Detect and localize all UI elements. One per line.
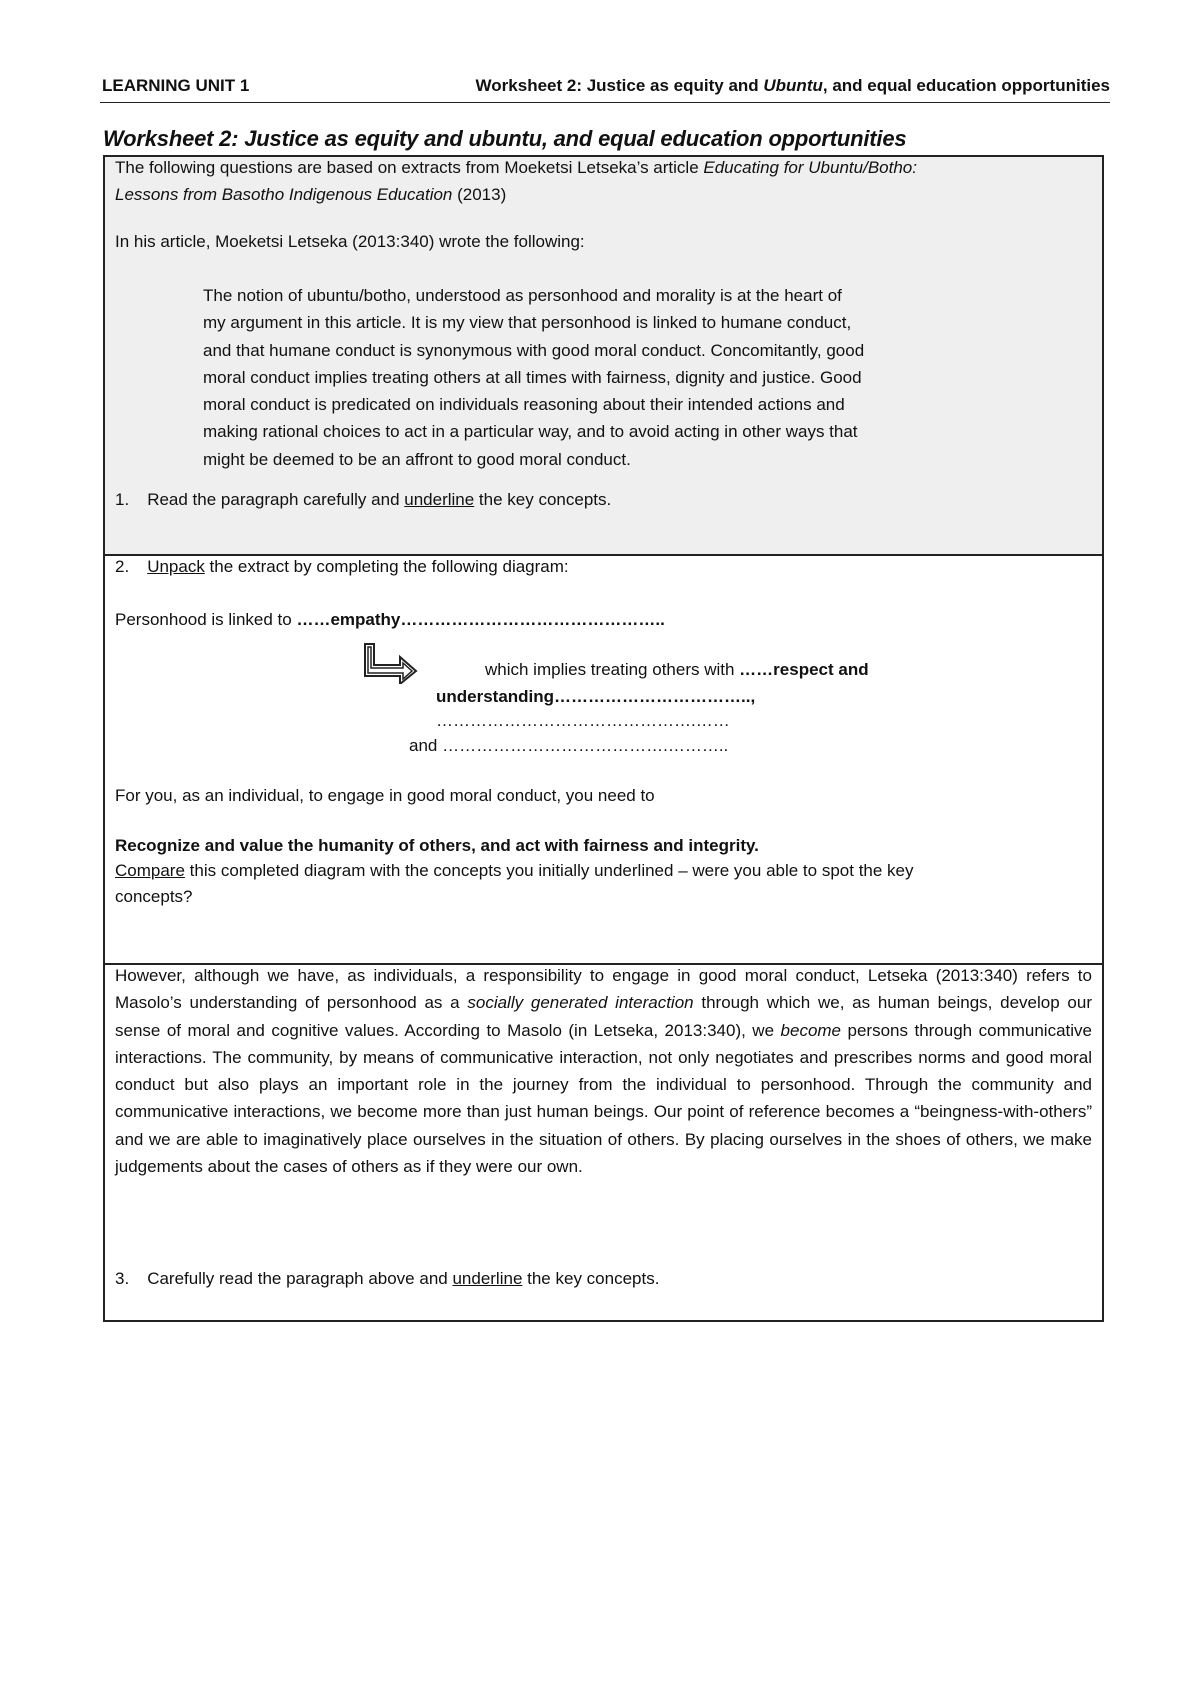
quote-line: making rational choices to act in a particular way, and to avoid acting in other ways that — [203, 422, 858, 442]
quote-line: might be deemed to be an affront to good moral conduct. — [203, 449, 631, 469]
question-number: 3. — [115, 1269, 130, 1288]
question-number: 1. — [115, 490, 130, 509]
question-3: 3. Carefully read the paragraph above and underline the key concepts. — [115, 1269, 660, 1288]
quote-line: The notion of ubuntu/botho, understood as personhood and morality is at the heart of — [203, 286, 842, 305]
question-number: 2. — [115, 557, 130, 576]
question-2: 2. Unpack the extract by completing the following diagram: — [115, 557, 569, 576]
header-title: Worksheet 2: Justice as equity and Ubuntu, and equal education opportunities — [475, 76, 1110, 95]
learning-unit-label: LEARNING UNIT 1 — [102, 76, 250, 95]
bent-arrow-icon — [363, 642, 419, 684]
implies-line: which implies treating others with ……respect and — [485, 660, 869, 679]
letseka-quote — [203, 282, 1008, 473]
quote-line: and that humane conduct is synonymous with good moral conduct. Concomitantly, good — [203, 340, 865, 360]
section-2-box — [103, 554, 1104, 965]
page-header — [100, 68, 1110, 103]
quote-line: moral conduct implies treating others at all times with fairness, dignity and justice. Good — [203, 367, 862, 387]
moral-conduct-answer: Recognize and value the humanity of others, and act with fairness and integrity. — [115, 836, 759, 855]
understanding-answer: understanding…………………………….., — [436, 687, 756, 706]
intro-line-1: The following questions are based on extracts from Moeketsi Letseka’s article Educating for Ubuntu/Botho: — [115, 158, 917, 177]
personhood-line: Personhood is linked to ……empathy……………………………………….. — [115, 610, 665, 629]
quote-line: my argument in this article. It is my view that personhood is linked to humane conduct, — [203, 313, 852, 333]
and-line: and ………………………………….……….. — [409, 736, 729, 755]
quote-line: moral conduct is predicated on individuals reasoning about their intended actions and — [203, 395, 845, 415]
intro-line-2: Lessons from Basotho Indigenous Education (2013) — [115, 185, 507, 204]
page-title: Worksheet 2: Justice as equity and ubuntu, and equal education opportunities — [103, 126, 907, 151]
respect-answer: ……respect and — [739, 660, 869, 679]
empathy-answer: ……empathy……………………………………….. — [296, 610, 665, 629]
question-1: 1. Read the paragraph carefully and underline the key concepts. — [115, 490, 612, 509]
masolo-paragraph: However, although we have, as individuals, a responsibility to engage in good moral conduct, Letseka (2013:340) refers to Masolo’s understanding of personhood as a socially generated interaction through which we, as human beings, develop our sense of moral and cognitive values. According to Masolo (in Letseka, 2013:340), we become persons through communicative interactions. The community, by means of communicative interaction, not only negotiates and prescribes norms and good moral conduct but also plays an important role in the journey from the individual to personhood. Through the community and communicative interactions, we become more than just human beings. Our point of reference becomes a “beingness-with-others” and we are able to imaginatively place ourselves in the situation of others. By placing ourselves in the shoes of others, we make judgements about the cases of others as if they were our own. — [115, 966, 1093, 1177]
individual-line: For you, as an individual, to engage in good moral conduct, you need to — [115, 786, 655, 805]
compare-line-2: concepts? — [115, 887, 193, 906]
intro-box — [103, 155, 1104, 233]
section-1-box — [103, 231, 1104, 556]
section-3-box — [103, 963, 1104, 1322]
blank-dots-line: ……………………………………….…… — [436, 711, 730, 730]
section-1-lead: In his article, Moeketsi Letseka (2013:340) wrote the following: — [115, 232, 585, 251]
compare-line: Compare this completed diagram with the concepts you initially underlined – were you able to spot the key — [115, 861, 914, 880]
